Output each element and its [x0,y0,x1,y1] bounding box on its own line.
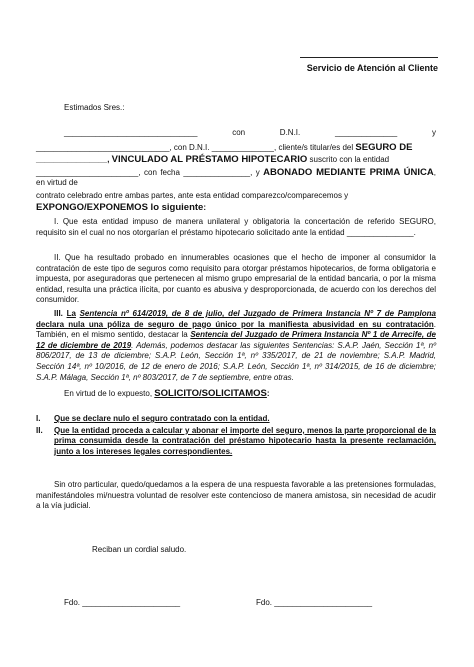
intro-line-3-text: suscrito con la entidad [309,155,390,165]
list-item: II. Que la entidad proceda a calcular y abonar el importe del seguro, menos la parte proporcional de la prima consumida desde la contratación del préstamo hipotecario hasta la presente reclamación, junto a los intereses legales correspondientes. [36,425,436,456]
other-sentences: . Además, podemos destacar las siguientes Sentencias: S.A.P. Jaén, Sección 1ª, nº 806/2017, de 13 de diciembre; S.A.P. León, Sección 1ª, nº 335/2017, de 21 de noviembre; S.A.P. Madrid, Sección 14ª, nº 10/2016, de 12 de enero de 2016; S.A.P. León, Sección 1ª, nº 314/2015, de 16 de diciembre; S.A.P. Málaga, Sección 1ª, nº 803/2017, de 7 de septiembre, entre otras. [36,340,436,382]
recipient-header: Servicio de Atención al Cliente [306,63,438,73]
intro-line-4 [36,168,436,189]
signature-line-2: Fdo. ______________________ [256,598,373,607]
point-iii-number: III. [54,309,63,318]
vinculado-label: VINCULADO AL PRÉSTAMO HIPOTECARIO [111,154,308,166]
y-label: y [431,128,436,137]
intro-line-2-text: , con D.N.I. ______________, cliente/s titular/es del [169,142,354,152]
solicito-label: SOLICITO/SOLICITAMOS [154,388,267,399]
seguro-blank: ________________, [36,155,110,165]
intro-line-4-text: _______________________, con fecha _______________, y [36,167,260,177]
sentencia-arrecife: Sentencia del Juzgado de Primera Instancia Nº 1 de Arrecife, de 12 de diciembre de 2019 [36,330,436,350]
name-blank-1: ______________________________ [64,128,198,137]
closing-paragraph: Sin otro particular, quedo/quedamos a la espera de una respuesta favorable a las pretensiones formuladas, manifestándoles mi/nuestra voluntad de resolver este contencioso de manera amistosa, sin necesidad de acudir a la vía judicial. [36,480,436,511]
declara-nula: declara nula una póliza de seguro de pago único por la manifiesta abusividad en su contratación [36,319,434,329]
point-iii: III. La Sentencia nº 614/2019, de 8 de julio, del Juzgado de Primera Instancia Nº 7 de Pamplona declara nula una póliza de seguro de pago único por la manifiesta abusividad en su contratación. También, en el mismo sentido, destacar la Sentencia del Juzgado de Primera Instancia Nº 1 de Arrecife, de 12 de diciembre de 2019. Además, podemos destacar las siguientes Sentencias: S.A.P. Jaén, Sección 1ª, nº 806/2017, de 13 de diciembre; S.A.P. León, Sección 1ª, nº 335/2017, de 21 de noviembre; S.A.P. Madrid, Sección 14ª, nº 10/2016, de 12 de enero de 2016; S.A.P. León, Sección 1ª, nº 314/2015, de 16 de diciembre; S.A.P. Málaga, Sección 1ª, nº 803/2017, de 7 de septiembre, entre otras. [36,309,436,382]
intro-paragraph [36,128,436,213]
dni-blank-1: ______________ [334,128,398,137]
prima-unica-label: ABONADO MEDIANTE PRIMA ÚNICA [263,166,434,178]
seguro-de-label: SEGURO DE [355,141,413,153]
signature-line-1: Fdo. ______________________ [64,598,181,607]
intro-line-5: contrato celebrado entre ambas partes, ante esta entidad comparezco/comparecemos y [36,190,349,200]
point-i: I. Que esta entidad impuso de manera unilateral y obligatoria la concertación de referido SEGURO, requisito sin el cual no nos otorgarían el préstamo hipotecario solicitado ante la entidad _______________. [36,217,436,237]
con-label: con [232,128,246,137]
intro-line-3 [36,155,436,166]
intro-line-6: EXPONGO/EXPONEMOS lo siguiente: [36,201,207,213]
request-intro: En virtud de lo expuesto, SOLICITO/SOLICITAMOS: [64,388,270,399]
expongo-label: EXPONGO/EXPONEMOS lo siguiente [36,201,204,213]
header-rule [300,57,438,58]
intro-line-4-end: , en virtud de [36,167,436,188]
list-item: I. Que se declare nulo el seguro contratado con la entidad. [36,414,270,423]
name-blank-2: ______________________________ [36,142,170,152]
intro-line-2 [36,143,436,154]
point-ii: II. Que ha resultado probado en innumerables ocasiones que el hecho de imponer al consumidor la contratación de este tipo de seguros como requisito para otorgar préstamos hipotecarios, de forma obligatoria e impuesta, por aseguradoras que pertenecen al mismo grupo empresarial de la entidad bancaria, o por la misma entidad, resulta una práctica ilícita, por cuanto es abusiva y desproporcionada, de acuerdo con los derechos del consumidor. [36,253,436,305]
intro-line-1 [36,128,436,139]
request-list [36,414,436,457]
greeting: Estimados Sres.: [64,103,125,112]
sentencia-pamplona: Sentencia nº 614/2019, de 8 de julio, del Juzgado de Primera Instancia Nº 7 de Pamplona [79,309,436,318]
salutation: Reciban un cordial saludo. [92,545,187,554]
dni-label: D.N.I. [279,128,301,137]
